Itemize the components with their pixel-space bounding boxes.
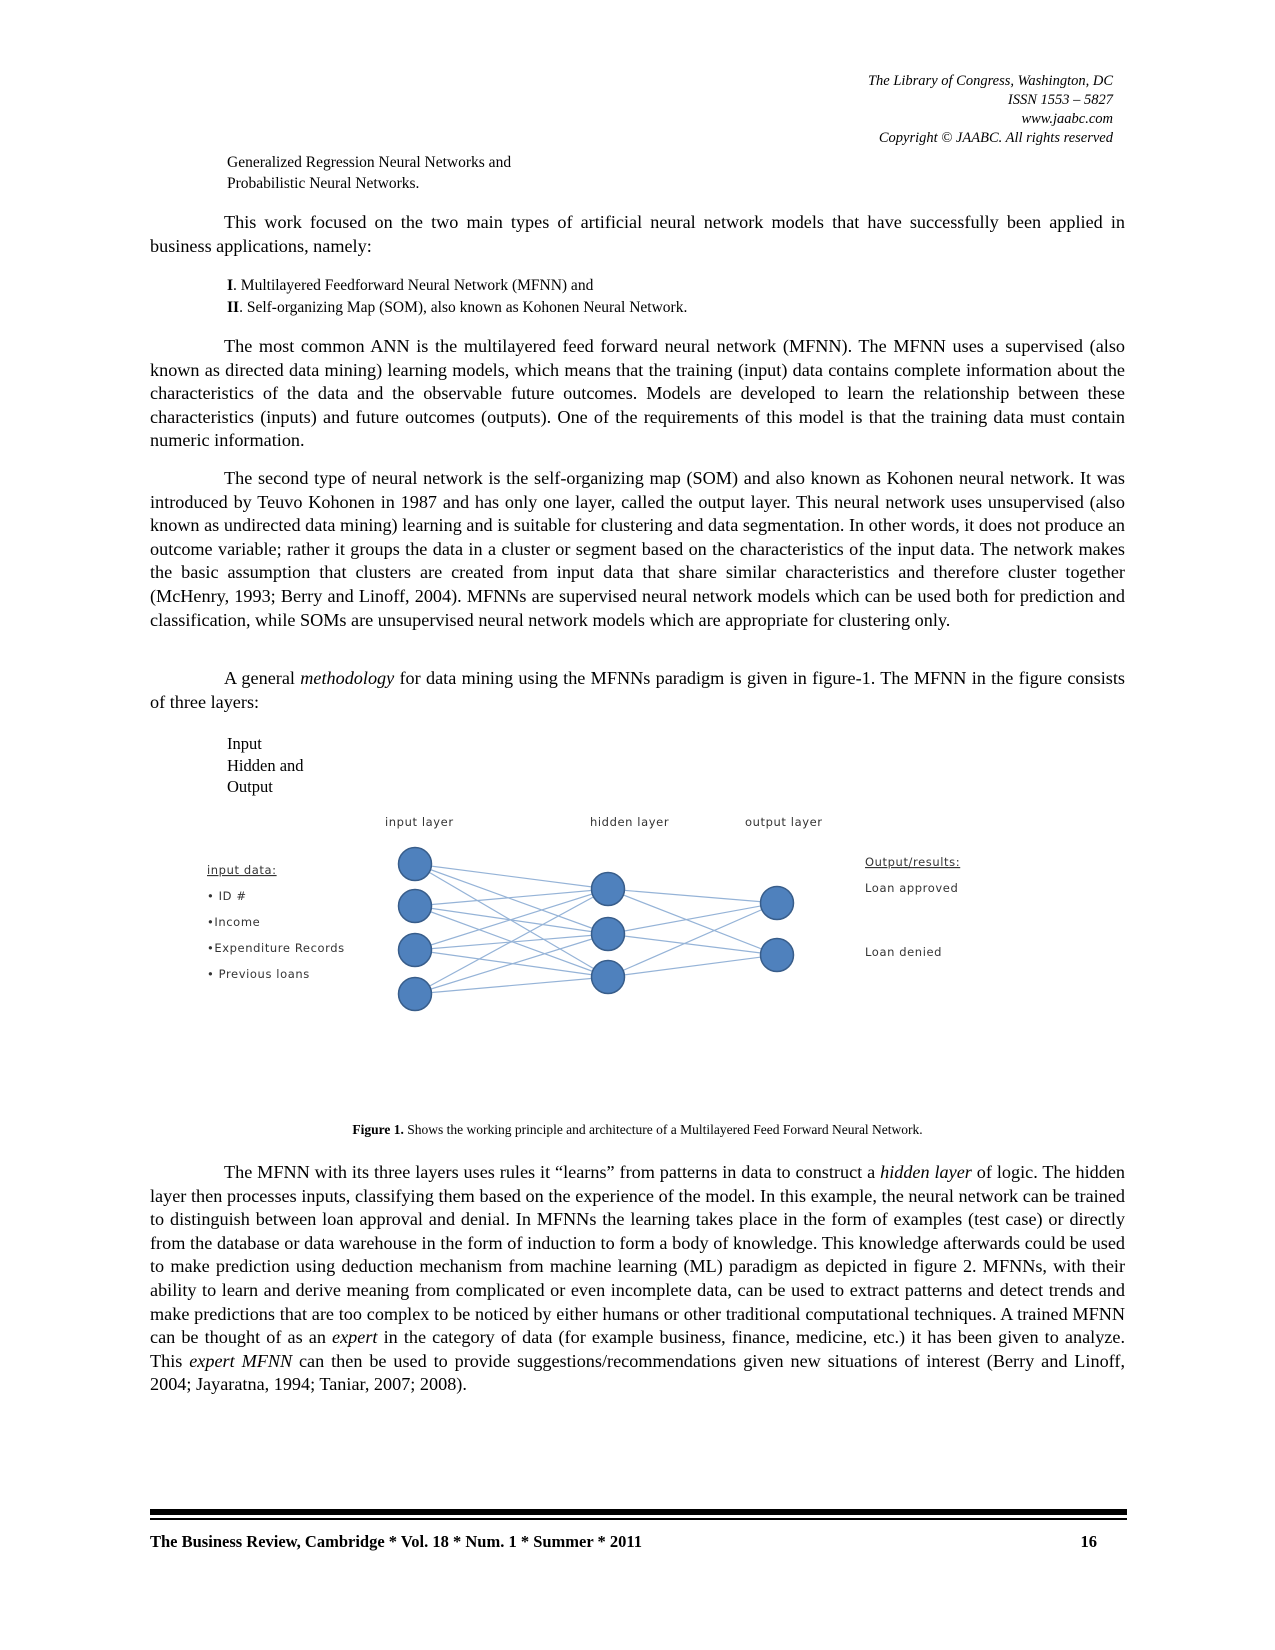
paragraph-3 (150, 467, 1125, 632)
input-data-title: input data: (207, 863, 277, 877)
page-footer (150, 1532, 1125, 1552)
connection-edge (415, 889, 608, 906)
input-node (399, 978, 432, 1011)
paragraph-3-text: The second type of neural network is the self-organizing map (SOM) and also known as Kohonen neural network. It was introduced by Teuvo Kohonen in 1987 and has only one layer, called the output layer. This neural network uses unsupervised (also known as undirected data mining) learning and is suitable for clustering and data segmentation. In other words, it does not produce an outcome variable; rather it groups the data in a cluster or segment based on the characteristics of the input data. The network makes the basic assumption that clusters are created from input data that share similar characteristics and therefore cluster together (McHenry, 1993; Berry and Linoff, 2004). MFNNs are supervised neural network models which can be used both for prediction and classification, while SOMs are unsupervised neural network models which are appropriate for clustering only. (150, 468, 1125, 630)
paragraph-1 (150, 211, 1125, 258)
input-node (399, 848, 432, 881)
input-data-item: • ID # (207, 889, 247, 903)
input-data-item: •Expenditure Records (207, 941, 345, 955)
layer-input-label: Input (227, 734, 262, 753)
connection-edge (415, 864, 608, 889)
intro-text (227, 152, 511, 194)
mfnn-diagram (0, 800, 1275, 1070)
header-library: The Library of Congress, Washington, DC (867, 73, 1113, 89)
list-item-text: . Multilayered Feedforward Neural Network (MFNN) and (233, 277, 594, 294)
layers-list (227, 733, 304, 798)
input-node (399, 934, 432, 967)
figure-label: Figure 1. (352, 1122, 404, 1137)
connection-edge (415, 864, 608, 934)
connection-edge (608, 889, 777, 903)
methodology-emphasis: methodology (300, 668, 395, 688)
connection-edge (415, 889, 608, 994)
intro-line-2: Probabilistic Neural Networks. (227, 175, 420, 192)
figure-caption (150, 1122, 1125, 1138)
hidden-layer-label: hidden layer (590, 815, 670, 829)
expert-emphasis: expert (332, 1327, 378, 1348)
input-node (399, 890, 432, 923)
output-results-title: Output/results: (865, 855, 961, 869)
figure-caption-text: Shows the working principle and architecture of a Multilayered Feed Forward Neural Network. (403, 1122, 923, 1137)
output-result-item: Loan denied (865, 945, 943, 959)
layer-hidden-label: Hidden and (227, 755, 304, 775)
output-node (761, 887, 794, 920)
layer-output-label: Output (227, 777, 273, 796)
footer-rule-thin (150, 1518, 1127, 1520)
footer-rule-thick (150, 1509, 1127, 1515)
input-layer-label: input layer (385, 815, 454, 829)
list-item-text: . Self-organizing Map (SOM), also known as Kohonen Neural Network. (239, 299, 688, 316)
paragraph-5: The MFNN with its three layers uses rules it “learns” from patterns in data to construct a hidden layer of logic. The hidden layer then processes inputs, classifying them based on the experience of the model. In this example, the neural network can be trained to distinguish between loan approval and denial. In MFNNs the learning takes place in the form of examples (test case) or directly from the database or data warehouse in the form of induction to form a body of knowledge. This knowledge afterwards could be used to make prediction using deduction mechanism from machine learning (ML) paradigm as depicted in figure 2. MFNNs, with their ability to learn and derive meaning from complicated or even incomplete data, can be used to extract patterns and detect trends and make predictions that are too complex to be noticed by either humans or other traditional computational techniques. A trained MFNN can be thought of as an expert in the category of data (for example business, finance, medicine, etc.) it has been given to analyze. This expert MFNN can then be used to provide suggestions/recommendations given new situations of interest (Berry and Linoff, 2004; Jayaratna, 1994; Taniar, 2007; 2008). (150, 1162, 1125, 1395)
output-layer-label: output layer (745, 815, 823, 829)
hidden-node (592, 873, 625, 906)
header-issn: ISSN 1553 – 5827 (1007, 92, 1113, 108)
list-item (227, 297, 687, 319)
header-website: www.jaabc.com (1021, 111, 1113, 127)
page-number: 16 (1080, 1532, 1097, 1551)
paragraph-1-text: This work focused on the two main types of artificial neural network models that have successfully been applied in business applications, namely: (150, 212, 1125, 256)
model-types-list (227, 275, 687, 319)
hidden-node (592, 918, 625, 951)
header-copyright: Copyright © JAABC. All rights reserved (878, 130, 1113, 146)
paragraph-2 (150, 335, 1125, 453)
diagram-nodes (399, 848, 794, 1011)
expert-mfnn-emphasis: expert MFNN (189, 1350, 293, 1371)
list-item-number: I (227, 277, 234, 294)
intro-line-1: Generalized Regression Neural Networks and (227, 154, 512, 171)
footer-journal: The Business Review, Cambridge * Vol. 18 * Num. 1 * Summer * 2011 (150, 1532, 642, 1551)
hidden-node (592, 961, 625, 994)
connection-edge (608, 903, 777, 934)
input-data-item: • Previous loans (207, 967, 310, 981)
hidden-layer-emphasis: hidden layer (880, 1162, 972, 1182)
list-item-number: II (227, 299, 240, 316)
list-item (227, 275, 687, 297)
input-data-item: •Income (207, 915, 261, 929)
journal-header (868, 72, 1113, 148)
output-result-item: Loan approved (865, 881, 959, 895)
paragraph-4: A general methodology for data mining using the MFNNs paradigm is given in figure-1. The MFNN in the figure consists of three layers: (150, 668, 1125, 712)
output-node (761, 939, 794, 972)
paragraph-2-text: The most common ANN is the multilayered feed forward neural network (MFNN). The MFNN uses a supervised (also known as directed data mining) learning models, which means that the training (input) data contains complete information about the characteristics of the data and the observable future outcomes. Models are developed to learn the relationship between these characteristics (inputs) and future outcomes (outputs). One of the requirements of this model is that the training data must contain numeric information. (150, 336, 1125, 451)
